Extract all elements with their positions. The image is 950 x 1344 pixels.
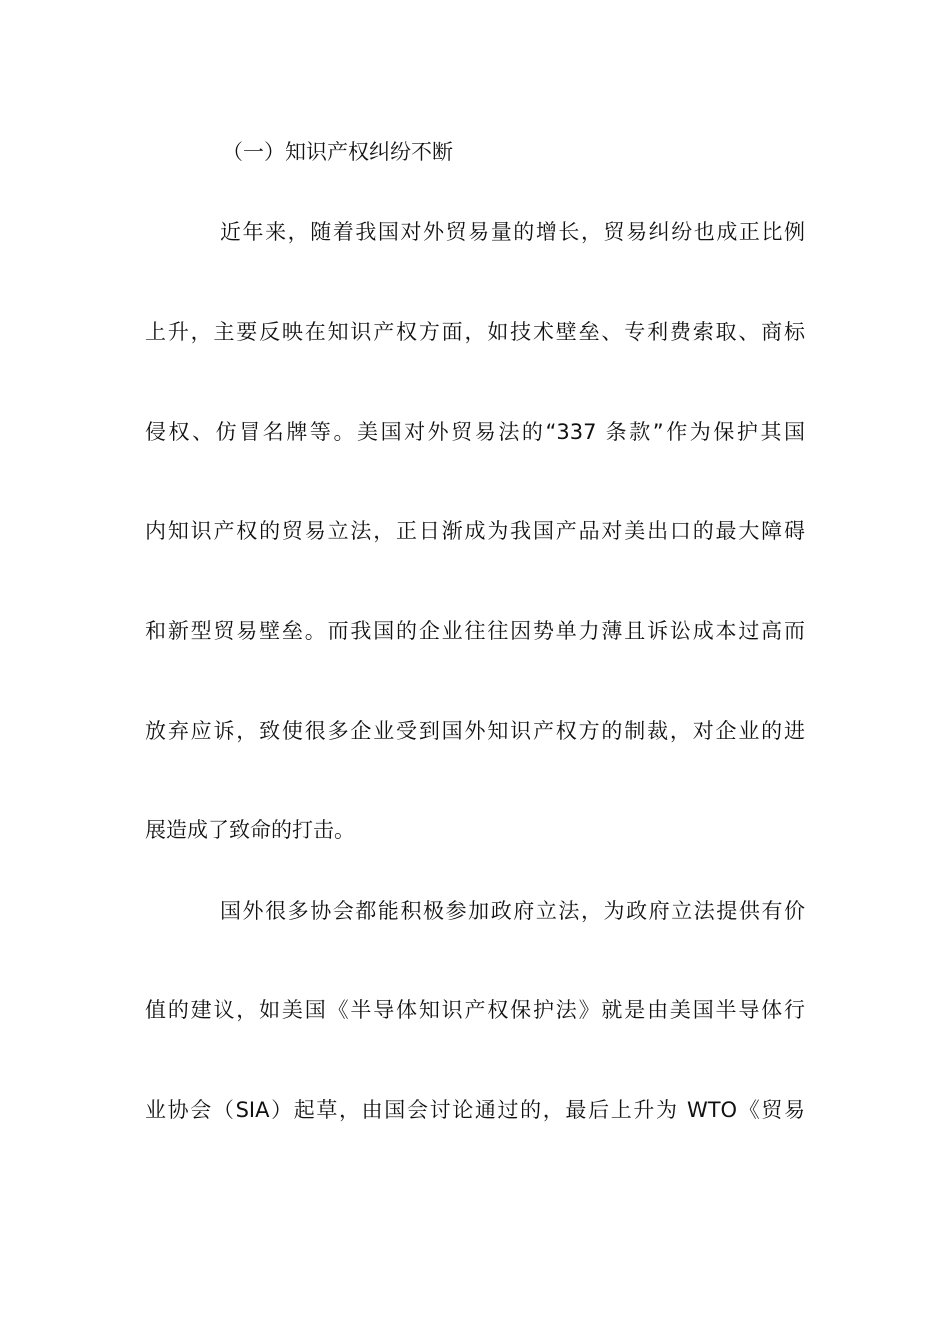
paragraph-line: 国外很多协会都能积极参加政府立法，为政府立法提供有价 — [220, 899, 805, 923]
paragraph-line: 上升，主要反映在知识产权方面，如技术壁垒、专利费索取、商标 — [145, 320, 805, 344]
paragraph-line: 近年来，随着我国对外贸易量的增长，贸易纠纷也成正比例 — [220, 220, 805, 244]
paragraph-line: 内知识产权的贸易立法，正日渐成为我国产品对美出口的最大障碍 — [145, 519, 805, 543]
paragraph-line: 放弃应诉，致使很多企业受到国外知识产权方的制裁，对企业的进 — [145, 719, 805, 743]
paragraph-line: 值的建议，如美国《半导体知识产权保护法》就是由美国半导体行 — [145, 998, 805, 1022]
section-heading: （一）知识产权纠纷不断 — [222, 140, 453, 164]
paragraph-line: 展造成了致命的打击。 — [145, 818, 355, 842]
paragraph-line: 侵权、仿冒名牌等。美国对外贸易法的“337 条款”作为保护其国 — [145, 420, 805, 444]
paragraph-line: 业协会（SIA）起草，由国会讨论通过的，最后上升为 WTO《贸易 — [145, 1098, 805, 1122]
paragraph-line: 和新型贸易壁垒。而我国的企业往往因势单力薄且诉讼成本过高而 — [145, 619, 805, 643]
